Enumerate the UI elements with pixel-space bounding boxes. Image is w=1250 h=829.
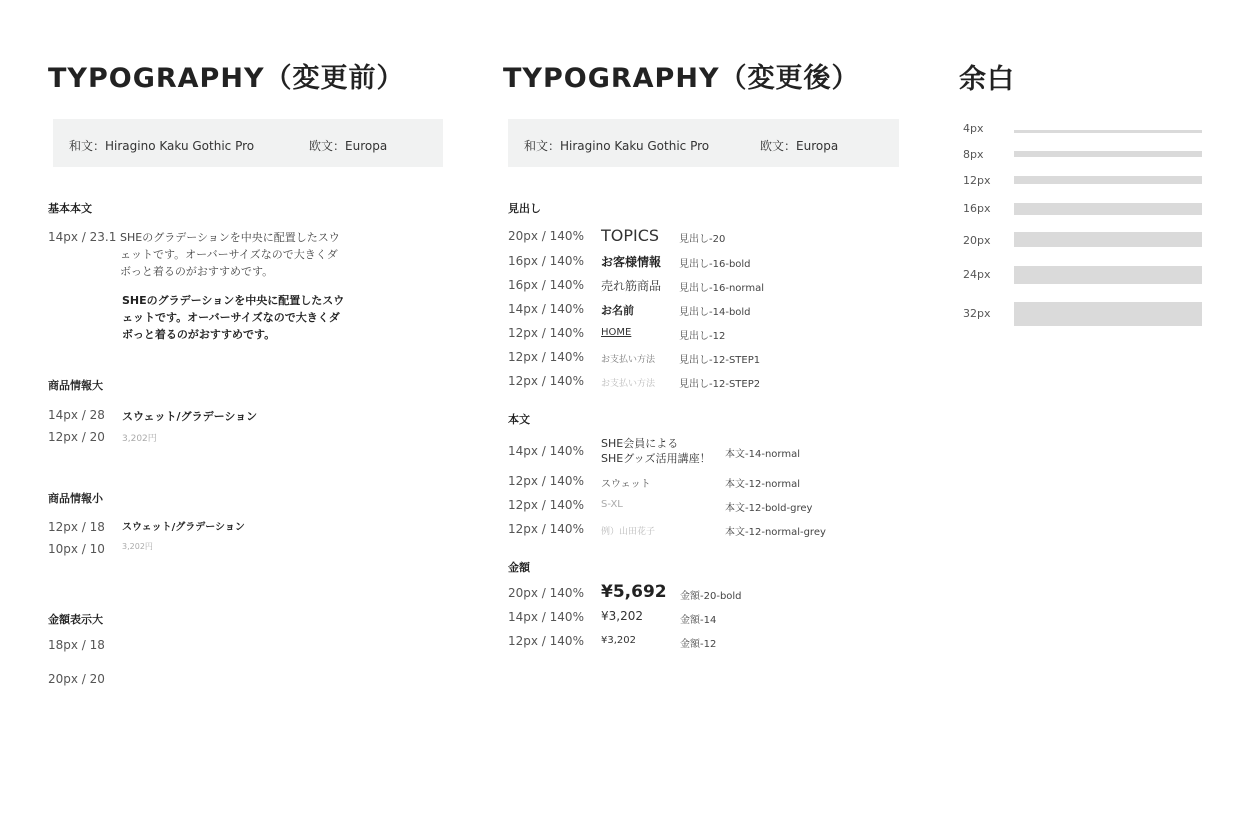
body-sample-member-course-line1: SHE会員による bbox=[601, 437, 679, 450]
before-title: TYPOGRAPHY（変更前） bbox=[48, 63, 405, 94]
heading-row-size: 14px / 140% bbox=[508, 302, 584, 316]
spacing-bar-8px bbox=[1014, 151, 1202, 157]
heading-row-size: 16px / 140% bbox=[508, 278, 584, 292]
after-body-section-title: 本文 bbox=[508, 413, 530, 426]
heading-sample-payment-step1: お支払い方法 bbox=[601, 355, 656, 365]
before-font-en: 欧文：Europa bbox=[309, 139, 388, 153]
heading-class-name: 見出し-16-normal bbox=[679, 283, 764, 294]
after-price-section-title: 金額 bbox=[508, 561, 530, 574]
price-class-name: 金額-12 bbox=[680, 639, 717, 650]
heading-row-size: 16px / 140% bbox=[508, 254, 584, 268]
heading-sample-name: お名前 bbox=[601, 304, 634, 317]
body-sample-size-range: S-XL bbox=[601, 499, 623, 510]
before-product-large-name: スウェット/グラデーション bbox=[122, 410, 258, 423]
before-body-text-normal: SHEのグラデーションを中央に配置したスウェットです。オーバーサイズなので大きくダボっと着るのがおすすめです。 bbox=[120, 231, 340, 278]
heading-row-size: 12px / 140% bbox=[508, 350, 584, 364]
before-body-text-bold: SHEのグラデーションを中央に配置したスウェットです。オーバーサイズなので大きくダボっと着るのがおすすめです。 bbox=[122, 294, 345, 341]
body-class-name: 本文-12-normal bbox=[725, 479, 800, 490]
heading-row-size: 12px / 140% bbox=[508, 374, 584, 388]
after-font-ja: 和文：Hiragino Kaku Gothic Pro bbox=[524, 139, 710, 153]
body-sample-placeholder-name: 例）山田花子 bbox=[601, 527, 656, 537]
price-row-size: 14px / 140% bbox=[508, 610, 584, 624]
body-class-name: 本文-14-normal bbox=[725, 449, 800, 460]
after-font-en: 欧文：Europa bbox=[760, 139, 839, 153]
price-row-size: 20px / 140% bbox=[508, 586, 584, 600]
spacing-bar-12px bbox=[1014, 176, 1202, 184]
spacing-label: 16px bbox=[963, 202, 991, 215]
body-row-size: 12px / 140% bbox=[508, 498, 584, 512]
heading-sample-payment-step2: お支払い方法 bbox=[601, 379, 656, 389]
before-product-small-price: 3,202円 bbox=[122, 542, 153, 551]
before-body-section-title: 基本本文 bbox=[48, 202, 92, 215]
before-product-large-name-size: 14px / 28 bbox=[48, 408, 105, 422]
body-sample-sweat: スウェット bbox=[601, 479, 651, 490]
before-product-small-name: スウェット/グラデーション bbox=[122, 522, 245, 533]
before-price-section-title: 金額表示大 bbox=[48, 613, 103, 626]
spacing-label: 32px bbox=[963, 307, 991, 320]
before-font-panel bbox=[53, 119, 443, 167]
spacing-bar-4px bbox=[1014, 130, 1202, 133]
body-row-size: 12px / 140% bbox=[508, 522, 584, 536]
heading-class-name: 見出し-12-STEP1 bbox=[679, 355, 761, 366]
heading-sample-bestsellers: 売れ筋商品 bbox=[601, 279, 662, 293]
before-product-large-price: 3,202円 bbox=[122, 434, 157, 444]
spacing-label: 20px bbox=[963, 234, 991, 247]
before-body-size: 14px / 23.1 bbox=[48, 230, 117, 244]
after-title: TYPOGRAPHY（変更後） bbox=[503, 63, 860, 94]
body-sample-member-course-line2: SHEグッズ活用講座！ bbox=[601, 452, 711, 465]
body-class-name: 本文-12-normal-grey bbox=[725, 527, 826, 538]
after-font-panel bbox=[508, 119, 899, 167]
before-product-small-price-size: 10px / 10 bbox=[48, 542, 105, 556]
heading-class-name: 見出し-16-bold bbox=[679, 259, 751, 270]
spacing-bar-20px bbox=[1014, 232, 1202, 247]
spacing-title: 余白 bbox=[959, 64, 1015, 95]
before-product-small-section-title: 商品情報小 bbox=[48, 492, 103, 505]
heading-class-name: 見出し-12-STEP2 bbox=[679, 379, 761, 390]
spacing-label: 12px bbox=[963, 174, 991, 187]
spacing-label: 8px bbox=[963, 148, 984, 161]
before-price-size-2: 20px / 20 bbox=[48, 672, 105, 686]
heading-class-name: 見出し-20 bbox=[679, 234, 726, 245]
spacing-bar-32px bbox=[1014, 302, 1202, 326]
spacing-bar-24px bbox=[1014, 266, 1202, 284]
before-product-small-name-size: 12px / 18 bbox=[48, 520, 105, 534]
price-sample-medium: ¥3,202 bbox=[601, 609, 643, 623]
spacing-bar-16px bbox=[1014, 203, 1202, 215]
heading-row-size: 20px / 140% bbox=[508, 229, 584, 243]
heading-row-size: 12px / 140% bbox=[508, 326, 584, 340]
body-row-size: 14px / 140% bbox=[508, 444, 584, 458]
after-heading-section-title: 見出し bbox=[508, 202, 541, 215]
body-class-name: 本文-12-bold-grey bbox=[725, 503, 813, 514]
spacing-label: 4px bbox=[963, 122, 984, 135]
heading-class-name: 見出し-12 bbox=[679, 331, 726, 342]
price-sample-large: ¥5,692 bbox=[601, 582, 667, 602]
heading-sample-home-link[interactable]: HOME bbox=[601, 327, 632, 338]
before-product-large-price-size: 12px / 20 bbox=[48, 430, 105, 444]
heading-sample-topics: TOPICS bbox=[601, 226, 660, 245]
before-product-large-section-title: 商品情報大 bbox=[48, 379, 103, 392]
before-price-size-1: 18px / 18 bbox=[48, 638, 105, 652]
price-class-name: 金額-14 bbox=[680, 615, 717, 626]
price-class-name: 金額-20-bold bbox=[680, 591, 742, 602]
heading-sample-customer-info: お客様情報 bbox=[601, 255, 662, 269]
price-row-size: 12px / 140% bbox=[508, 634, 584, 648]
body-row-size: 12px / 140% bbox=[508, 474, 584, 488]
before-font-ja: 和文：Hiragino Kaku Gothic Pro bbox=[69, 139, 255, 153]
heading-class-name: 見出し-14-bold bbox=[679, 307, 751, 318]
spacing-label: 24px bbox=[963, 268, 991, 281]
price-sample-small: ¥3,202 bbox=[601, 635, 636, 646]
